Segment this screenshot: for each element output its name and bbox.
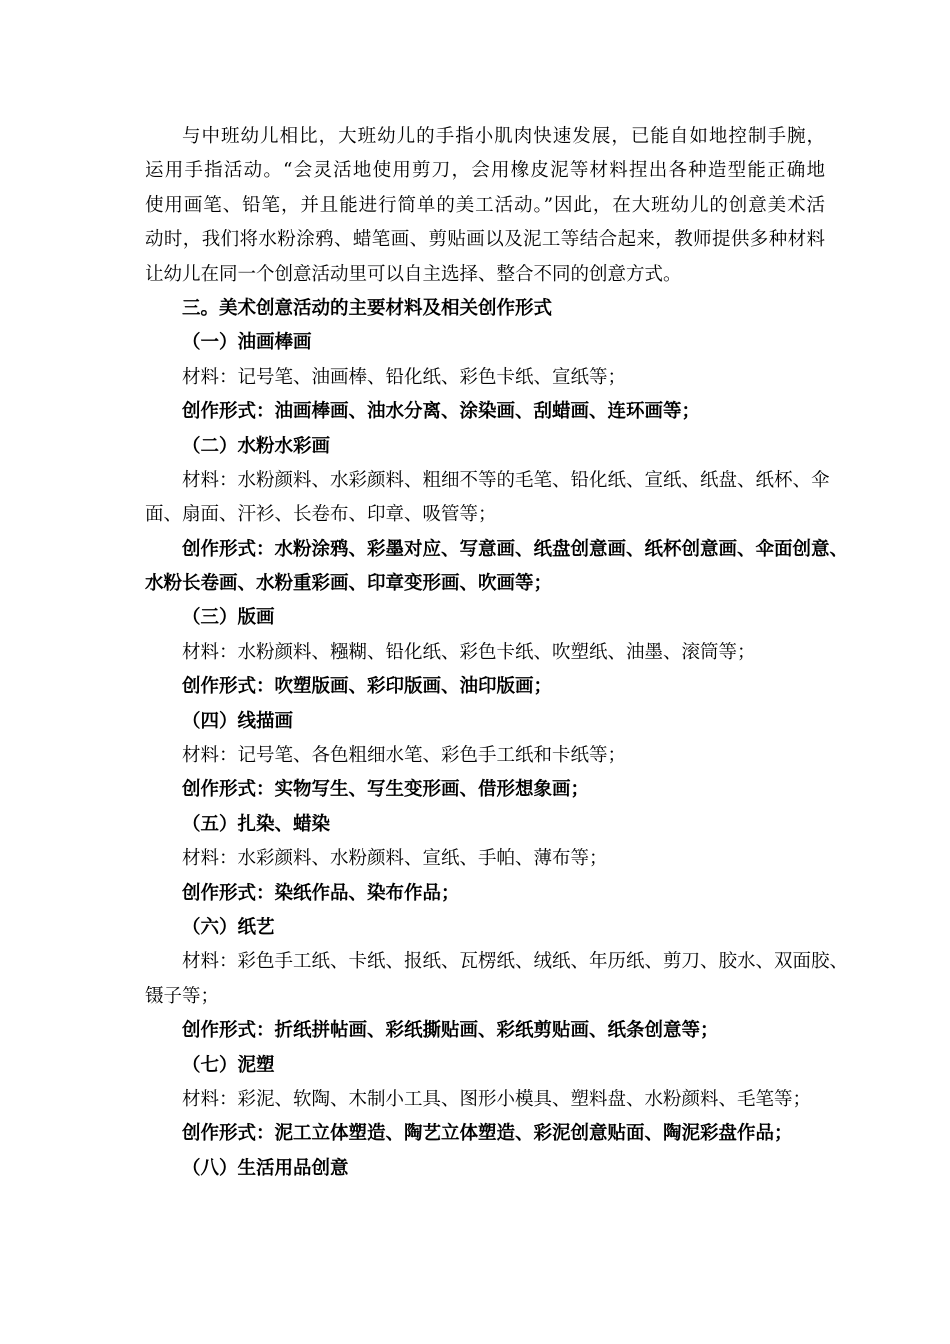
subsection-heading: （一）油画棒画: [182, 332, 312, 354]
forms-line: 创作形式：水粉涂鸦、彩墨对应、写意画、纸盘创意画、纸杯创意画、伞面创意、: [182, 538, 849, 560]
forms-line: 水粉长卷画、水粉重彩画、印章变形画、吹画等；: [145, 573, 553, 595]
subsection-heading: （五）扎染、蜡染: [182, 813, 331, 835]
paragraph-line: 运用手指活动。“会灵活地使用剪刀，会用橡皮泥等材料捏出各种造型能正确地: [145, 160, 825, 182]
materials-line: 材料：彩色手工纸、卡纸、报纸、瓦楞纸、绒纸、年历纸、剪刀、胶水、双面胶、: [182, 951, 849, 973]
subsection-heading: （二）水粉水彩画: [182, 435, 331, 457]
materials-line: 镊子等；: [145, 985, 220, 1007]
subsection-heading: （七）泥塑: [182, 1054, 275, 1076]
materials-line: 材料：记号笔、各色粗细水笔、彩色手工纸和卡纸等；: [182, 745, 627, 767]
paragraph-line: 与中班幼儿相比，大班幼儿的手指小肌肉快速发展，已能自如地控制手腕，: [182, 126, 825, 147]
materials-line: 材料：水彩颜料、水粉颜料、宣纸、手帕、薄布等；: [182, 848, 608, 870]
paragraph-line: 动时，我们将水粉涂鸦、蜡笔画、剪贴画以及泥工等结合起来，教师提供多种材料: [145, 229, 825, 251]
forms-line: 创作形式：实物写生、写生变形画、借形想象画；: [182, 779, 590, 801]
materials-line: 材料：记号笔、油画棒、铅化纸、彩色卡纸、宣纸等；: [182, 366, 627, 388]
forms-line: 创作形式：油画棒画、油水分离、涂染画、刮蜡画、连环画等；: [182, 401, 701, 423]
subsection-heading: （三）版画: [182, 607, 275, 629]
subsection-heading: （四）线描画: [182, 710, 294, 732]
materials-line: 材料：彩泥、软陶、木制小工具、图形小模具、塑料盘、水粉颜料、毛笔等；: [182, 1088, 812, 1110]
section-heading: 三。美术创意活动的主要材料及相关创作形式: [182, 297, 553, 319]
subsection-heading: （六）纸艺: [182, 916, 275, 938]
paragraph-line: 使用画笔、铅笔，并且能进行简单的美工活动。”因此，在大班幼儿的创意美术活: [145, 194, 825, 216]
forms-line: 创作形式：吹塑版画、彩印版画、油印版画；: [182, 676, 553, 698]
materials-line: 材料：水粉颜料、水彩颜料、粗细不等的毛笔、铅化纸、宣纸、纸盘、纸杯、伞: [182, 469, 830, 491]
document-body: [145, 120, 849, 1186]
forms-line: 创作形式：折纸拼帖画、彩纸撕贴画、彩纸剪贴画、纸条创意等；: [182, 1020, 719, 1042]
materials-line: 面、扇面、汗衫、长卷布、印章、吸管等；: [145, 504, 497, 526]
forms-line: 创作形式：染纸作品、染布作品；: [182, 882, 460, 904]
materials-line: 材料：水粉颜料、糨糊、铅化纸、彩色卡纸、吹塑纸、油墨、滚筒等；: [182, 641, 756, 663]
intro-paragraph: [145, 120, 825, 292]
paragraph-line: 让幼儿在同一个创意活动里可以自主选择、整合不同的创意方式。: [145, 263, 682, 285]
subsection-heading: （八）生活用品创意: [182, 1157, 349, 1179]
forms-line: 创作形式：泥工立体塑造、陶艺立体塑造、彩泥创意贴面、陶泥彩盘作品；: [182, 1123, 793, 1145]
